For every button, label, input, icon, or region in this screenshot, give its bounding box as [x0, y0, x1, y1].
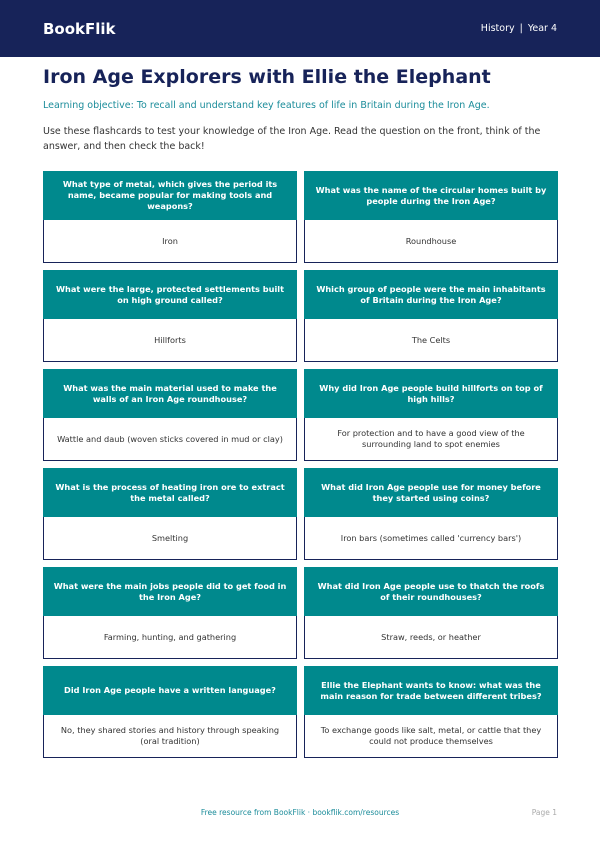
flashcard-12: [304, 666, 558, 758]
flashcard-7: [43, 468, 297, 560]
page-header: [0, 0, 600, 57]
flashcard-question: What were the main jobs people did to get food in the Iron Age?: [43, 567, 297, 616]
flashcard-5: [43, 369, 297, 461]
flashcard-11: [43, 666, 297, 758]
header-meta: [481, 23, 557, 34]
flashcard-3: [43, 270, 297, 362]
flashcard-4: [304, 270, 558, 362]
flashcard-question: What is the process of heating iron ore to extract the metal called?: [43, 468, 297, 517]
header-separator: |: [519, 23, 523, 34]
flashcard-2: [304, 171, 558, 263]
intro-text: Use these flashcards to test your knowledge of the Iron Age. Read the question on the front, think of the answer, and then check the back!: [43, 126, 541, 152]
flashcard-answer: To exchange goods like salt, metal, or cattle that they could not produce themselves: [304, 715, 558, 758]
flashcard-question: Which group of people were the main inhabitants of Britain during the Iron Age?: [304, 270, 558, 319]
flashcard-answer: The Celts: [304, 319, 558, 362]
flashcard-8: [304, 468, 558, 560]
flashcard-question: What were the large, protected settlements built on high ground called?: [43, 270, 297, 319]
flashcard-question: What did Iron Age people use for money before they started using coins?: [304, 468, 558, 517]
flashcard-question: Did Iron Age people have a written language?: [43, 666, 297, 715]
page-number: Page 1: [531, 808, 557, 817]
learning-objective: Learning objective: To recall and understand key features of life in Britain during the Iron Age.: [43, 100, 490, 111]
flashcard-question: What was the main material used to make the walls of an Iron Age roundhouse?: [43, 369, 297, 418]
year-label: Year 4: [527, 23, 557, 34]
page-title: Iron Age Explorers with Ellie the Elephant: [43, 66, 491, 88]
flashcard-answer: Straw, reeds, or heather: [304, 616, 558, 659]
flashcard-answer: For protection and to have a good view of the surrounding land to spot enemies: [304, 418, 558, 461]
flashcard-answer: No, they shared stories and history through speaking (oral tradition): [43, 715, 297, 758]
flashcard-answer: Farming, hunting, and gathering: [43, 616, 297, 659]
flashcard-grid: [43, 171, 558, 758]
flashcard-question: What did Iron Age people use to thatch the roofs of their roundhouses?: [304, 567, 558, 616]
subject-label: History: [480, 23, 515, 34]
footer-credit: Free resource from BookFlik · bookflik.com/resources: [200, 808, 400, 817]
page-footer: [0, 808, 600, 820]
flashcard-answer: Hillforts: [43, 319, 297, 362]
flashcard-answer: Iron: [43, 220, 297, 263]
flashcard-question: What was the name of the circular homes built by people during the Iron Age?: [304, 171, 558, 220]
flashcard-answer: Smelting: [43, 517, 297, 560]
flashcard-6: [304, 369, 558, 461]
flashcard-question: Ellie the Elephant wants to know: what was the main reason for trade between different tribes?: [304, 666, 558, 715]
flashcard-10: [304, 567, 558, 659]
flashcard-1: [43, 171, 297, 263]
flashcard-answer: Roundhouse: [304, 220, 558, 263]
brand-logo: BookFlik: [43, 19, 116, 38]
flashcard-answer: Wattle and daub (woven sticks covered in mud or clay): [43, 418, 297, 461]
flashcard-question: What type of metal, which gives the period its name, became popular for making tools and weapons?: [43, 171, 297, 220]
flashcard-9: [43, 567, 297, 659]
flashcard-answer: Iron bars (sometimes called 'currency bars'): [304, 517, 558, 560]
flashcard-question: Why did Iron Age people build hillforts on top of high hills?: [304, 369, 558, 418]
